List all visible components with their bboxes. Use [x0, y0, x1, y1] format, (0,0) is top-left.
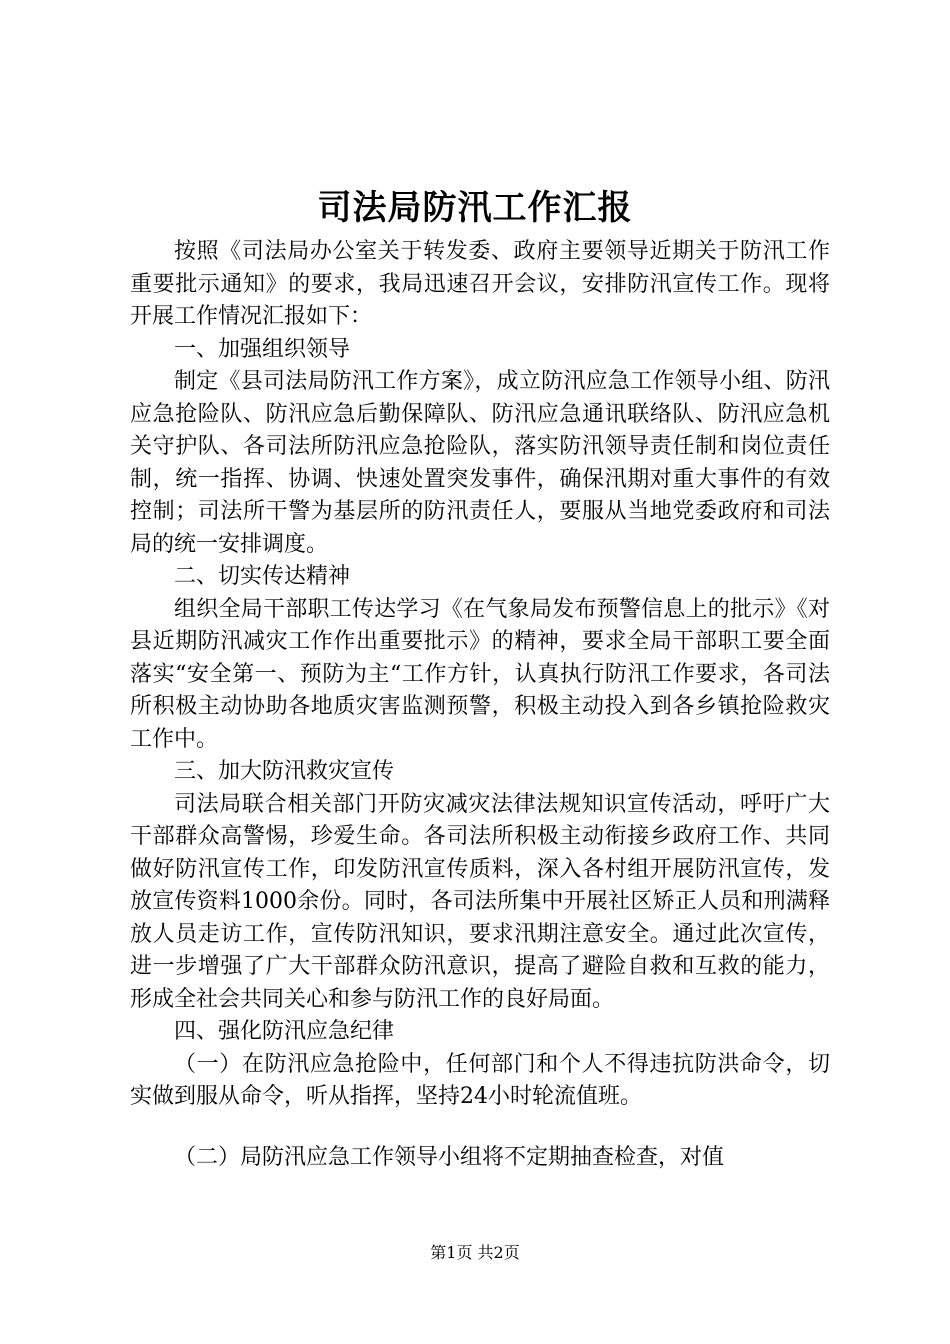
section-paragraph-1: 制定《县司法局防汛工作方案》，成立防汛应急工作领导小组、防汛应急抢险队、防汛应急后勤保障队、防汛应急通讯联络队、防汛应急机关守护队、各司法所防汛应急抢险队，落实防汛领导责任制和岗位责任制，统一指挥、协调、快速处置突发事件，确保汛期对重大事件的有效控制；司法所干警为基层所的防汛责任人，要服从当地党委政府和司法局的统一安排调度。 — [130, 369, 830, 557]
document-title: 司法局防汛工作汇报 — [317, 188, 633, 228]
section-paragraph-2: 组织全局干部职工传达学习《在气象局发布预警信息上的批示》《对县近期防汛减灾工作作出重要批示》的精神，要求全局干部职工要全面落实“安全第一、预防为主“工作方针，认真执行防汛工作要求，各司法所积极主动协助各地质灾害监测预警，积极主动投入到各乡镇抢险救灾工作中。 — [130, 596, 830, 752]
document-body — [130, 236, 830, 1174]
section-heading-1: 一、加强组织领导 — [174, 336, 351, 362]
section-heading-3: 三、加大防汛救灾宣传 — [174, 759, 395, 784]
intro-paragraph: 按照《司法局办公室关于转发委、政府主要领导近期关于防汛工作重要批示通知》的要求，我局迅速召开会议，安排防汛宣传工作。现将开展工作情况汇报如下： — [130, 239, 830, 329]
page-footer: 第1页 共2页 — [430, 1243, 520, 1262]
section-paragraph-4: （一）在防汛应急抢险中，任何部门和个人不得违抗防洪命令，切实做到服从命令，听从指挥，坚持24小时轮流值班。 — [130, 1051, 830, 1109]
trailing-paragraph: （二）局防汛应急工作领导小组将不定期抽查检查，对值 — [174, 1144, 725, 1170]
section-heading-4: 四、强化防汛应急纪律 — [174, 1019, 395, 1044]
section-paragraph-3: 司法局联合相关部门开防灾减灾法律法规知识宣传活动，呼吁广大干部群众高警惕，珍爱生命。各司法所积极主动衔接乡政府工作、共同做好防汛宣传工作，印发防汛宣传质料，深入各村组开展防汛宣传，发放宣传资料1000余份。同时，各司法所集中开展社区矫正人员和刑满释放人员走访工作，宣传防汛知识，要求汛期注意安全。通过此次宣传，进一步增强了广大干部群众防汛意识，提高了避险自救和互救的能力，形成全社会共同关心和参与防汛工作的良好局面。 — [130, 791, 830, 1012]
section-heading-2: 二、切实传达精神 — [174, 564, 351, 589]
